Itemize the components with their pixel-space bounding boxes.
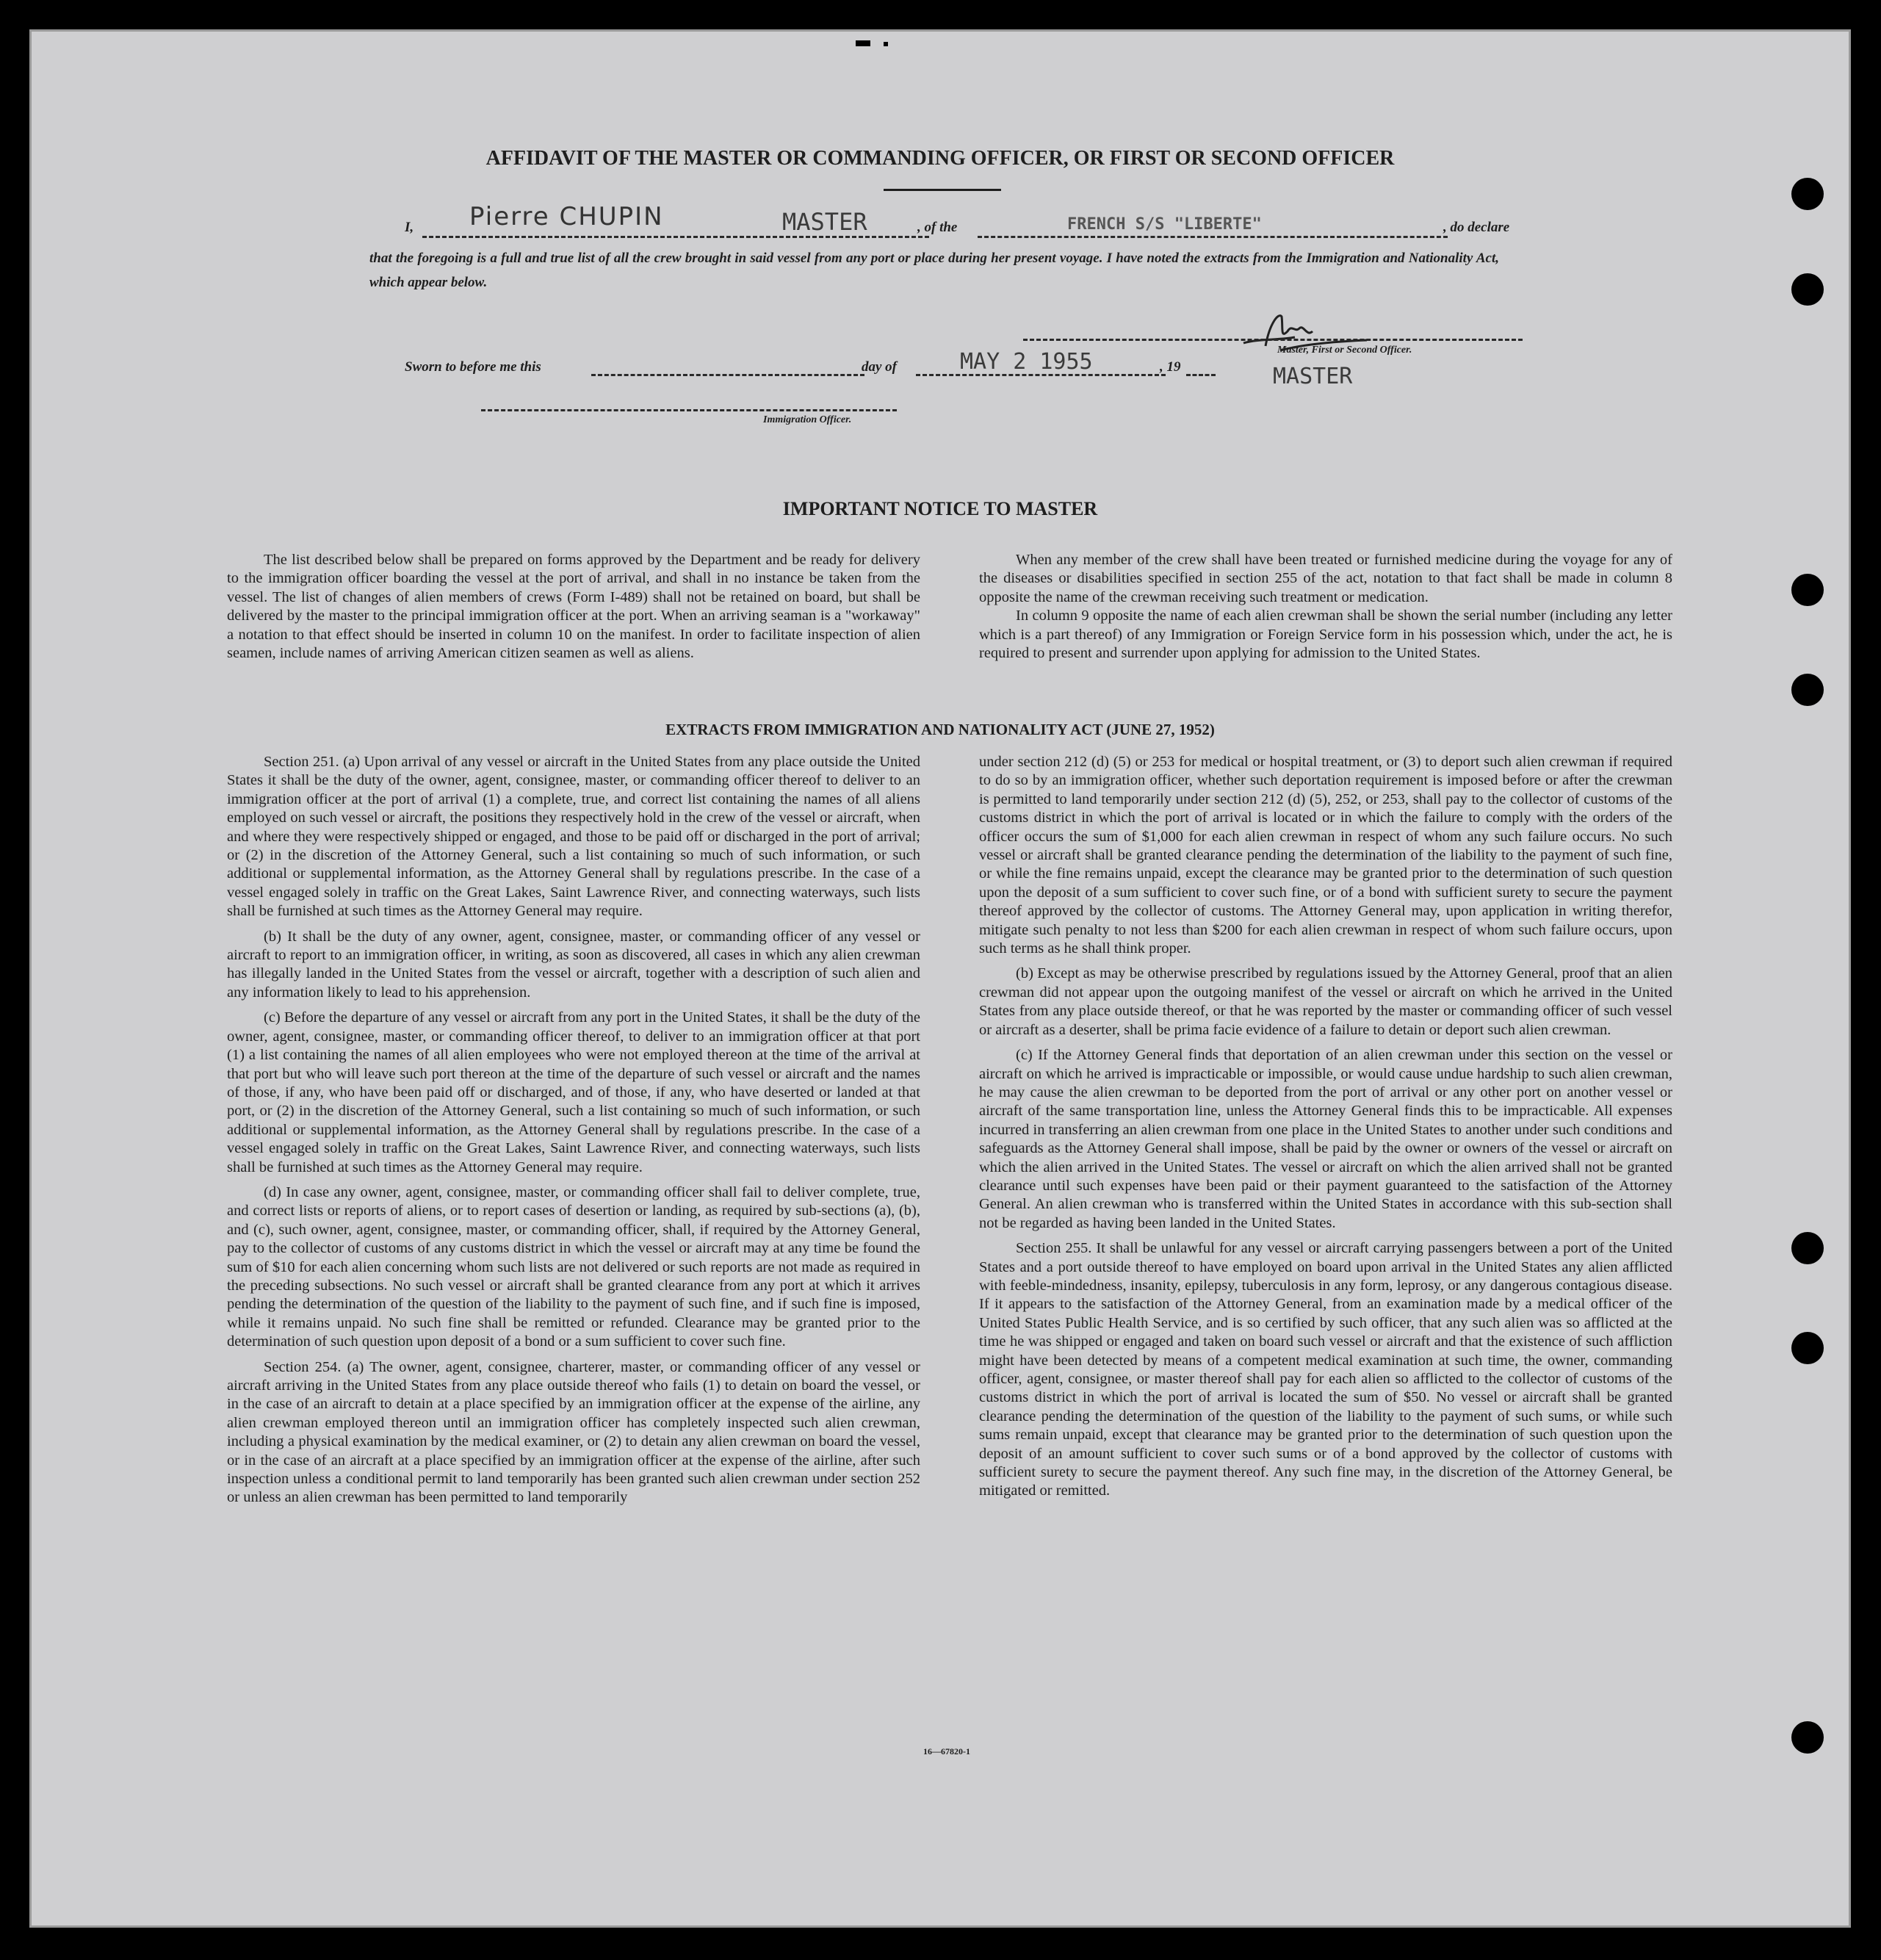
extract-paragraph: (c) Before the departure of any vessel or aircraft from any port in the United States, it shall be the duty of the owner, agent, consignee, master, or commanding officer thereof, to deliver to an immigration officer at that port (1) a list containing the names of all alien employees who were not employed thereon at the time of the arrival at that port but who will leave such port thereon at the time of the departure of such vessel or aircraft and the names of those, if any, who have been paid off or discharged, and of those, if any, who have deserted or landed at that port, or (2) in the discretion of the Attorney General, such a list containing so much of such information, or such additional or supplemental information, as the Attorney General shall by regulations prescribe. In the case of a vessel engaged solely in traffic on the Great Lakes, Saint Lawrence River, and connecting waterways, such lists shall be furnished at such times as the Attorney General may require. bbox=[227, 1009, 920, 1175]
binder-hole bbox=[1791, 178, 1824, 210]
extract-paragraph: Section 254. (a) The owner, agent, consignee, charterer, master, or commanding officer of any vessel or aircraft arriving in the United States from any place outside thereof who fails (1) to detain on board the vessel, or in the case of an aircraft to detain at a place specified by an immigration officer at the expense of the airline, any alien crewman employed thereon until an immigration officer has completely inspected such alien crewman, including a physical examination by the medical examiner, or (2) to detain any alien crewman on board the vessel, or in the case of an aircraft at a place specified by an immigration officer at the expense of the airline, after such inspection unless a conditional permit to land temporarily has been granted such alien crewman under section 252 or unless an alien crewman has been permitted to land temporarily bbox=[227, 1358, 920, 1506]
notice-left-column bbox=[227, 551, 920, 669]
immigration-officer-caption: Immigration Officer. bbox=[763, 414, 852, 425]
nineteen-label: , 19 bbox=[1160, 359, 1181, 375]
extracts-title: EXTRACTS FROM IMMIGRATION AND NATIONALITY ACT (JUNE 27, 1952) bbox=[665, 721, 1215, 738]
rank-stamp: MASTER bbox=[782, 208, 867, 236]
of-the-label: , of the bbox=[917, 220, 958, 235]
scan-mark bbox=[856, 40, 870, 46]
notice-right-column bbox=[979, 551, 1672, 669]
name-line bbox=[422, 236, 929, 238]
master-stamp: MASTER bbox=[1273, 364, 1353, 389]
notice-right-text-1: When any member of the crew shall have been treated or furnished medicine during the voyage for any of the diseases or disabilities specified in section 255 of the act, notation to that fact shall be made in column 8 opposite the name of the crewman receiving such treatment or medication. bbox=[979, 552, 1672, 605]
extract-paragraph: (c) If the Attorney General finds that deportation of an alien crewman under this section on the vessel or aircraft on which he arrived is impracticable or impossible, or would cause undue hardship to such alien crewman, he may cause the alien crewman to be deported from the port of arrival or any other port on another vessel or aircraft of the same transportation line, unless the Attorney General finds this to be impracticable. All expenses incurred in transferring an alien crewman from one place in the United States to another under such conditions and safeguards as the Attorney General shall impose, shall be paid by the owner or owners of the vessel or aircraft on which the alien arrived in the United States. The vessel or aircraft on which the alien arrived shall not be granted clearance until such expenses have been paid or their payment guaranteed to the satisfaction of the Attorney General. An alien crewman who is transferred within the United States in accordance with this sub-section shall not be regarded as having been landed in the United States. bbox=[979, 1047, 1672, 1231]
binder-hole bbox=[1791, 1332, 1824, 1364]
binder-hole bbox=[1791, 574, 1824, 606]
binder-hole bbox=[1791, 1721, 1824, 1754]
extract-paragraph: (b) It shall be the duty of any owner, agent, consignee, master, or commanding officer of any vessel or aircraft to report to an immigration officer, in writing, as soon as discovered, all cases in which any alien crewman has illegally landed in the United States from the vessel or aircraft, together with a description of such alien and any information likely to lead to his apprehension. bbox=[227, 928, 920, 1001]
name-field: Pierre CHUPIN bbox=[469, 202, 664, 231]
signature-caption: Master, First or Second Officer. bbox=[1277, 345, 1412, 356]
date-stamp: MAY 2 1955 bbox=[960, 349, 1093, 375]
title-rule bbox=[884, 189, 1001, 191]
form-number: 16—67820-1 bbox=[923, 1746, 970, 1757]
extract-paragraph: Section 251. (a) Upon arrival of any vessel or aircraft in the United States from any place outside the United States it shall be the duty of the owner, agent, consignee, master, or commanding officer thereof to deliver to an immigration officer at the port of arrival (1) a complete, true, and correct list containing the names of all aliens employed on such vessel or aircraft, the positions they respectively hold in the crew of the vessel or aircraft, when and where they were respectively shipped or engaged, and those to be paid off or discharged in the port of arrival; or (2) in the discretion of the Attorney General, such a list containing so much of such information, or such additional or supplemental information, as the Attorney General shall by regulations prescribe. In the case of a vessel engaged solely in traffic on the Great Lakes, Saint Lawrence River, and connecting waterways, such lists shall be furnished at such times as the Attorney General may require. bbox=[227, 754, 920, 920]
notice-title: IMPORTANT NOTICE TO MASTER bbox=[782, 498, 1098, 519]
vessel-stamp: FRENCH S/S "LIBERTE" bbox=[1067, 215, 1262, 234]
officer-signature-line bbox=[1023, 339, 1523, 341]
vessel-line bbox=[978, 236, 1448, 238]
scan-mark bbox=[884, 42, 888, 46]
binder-hole bbox=[1791, 1232, 1824, 1264]
day-of-label: day of bbox=[862, 359, 898, 375]
sworn-label: Sworn to before me this bbox=[405, 359, 541, 375]
extract-paragraph: Section 255. It shall be unlawful for any vessel or aircraft carrying passengers between a port of the United States and a port outside thereof to have employed on board upon arrival in the United States any alien afflicted with feeble-mindedness, insanity, epilepsy, tuberculosis in any form, leprosy, or any dangerous contagious disease. If it appears to the satisfaction of the Attorney General, from an examination made by a medical officer of the United States Public Health Service, and is so certified by such officer, that any such alien was so afflicted at the time he was shipped or engaged and taken on board such vessel or aircraft and that the existence of such affliction might have been detected by means of a competent medical examination at such time, the owner, commanding officer, agent, consignee, or master thereof shall pay for each alien so afflicted to the collector of customs of the customs district in which the port of arrival is located the sum of $50. No vessel or aircraft shall be granted clearance pending the determination of the question of the liability to the payment of such sums, or while such sums remain unpaid, except that clearance may be granted prior to the determination of such question upon the deposit of an amount sufficient to cover such sums or of a bond approved by the collector of customs with sufficient surety to secure the payment thereof. Any such fine may, in the discretion of the Attorney General, be mitigated or remitted. bbox=[979, 1240, 1672, 1499]
sworn-day-line bbox=[591, 374, 864, 376]
extract-paragraph: (d) In case any owner, agent, consignee, master, or commanding officer shall fail to deliver complete, true, and correct lists or reports of aliens, or to report cases of desertion or landing, as required by sub-sections (a), (b), and (c), such owner, agent, consignee, master, or commanding officer, shall, if required by the Attorney General, pay to the collector of customs of any customs district in which the vessel or aircraft may at any time be found the sum of $10 for each alien concerning whom such lists are not delivered or such reports are not made as required in the preceding subsections. No such vessel or aircraft shall be granted clearance from any port at which it arrives pending the determination of the question of the liability to the payment of such fine, and if such fine is imposed, while it remains unpaid. No such fine shall be remitted or refunded. Clearance may be granted prior to the determination of such question upon deposit of a bond or a sum sufficient to cover such fine. bbox=[227, 1183, 920, 1350]
affidavit-title: AFFIDAVIT OF THE MASTER OR COMMANDING OFFICER, OR FIRST OR SECOND OFFICER bbox=[485, 147, 1395, 170]
i-label: I, bbox=[405, 220, 414, 235]
extract-paragraph: under section 212 (d) (5) or 253 for medical or hospital treatment, or (3) to deport such alien crewman if required to do so by an immigration officer, whether such deportation requirement is imposed before or after the crewman is permitted to land temporarily under section 212 (d) (5), 252, or 253, shall pay to the collector of customs of the customs district in which the port of arrival is located or in which the failure to comply with the orders of the officer occurs the sum of $1,000 for each alien crewman in respect of whom any such failure occurs. No such vessel or aircraft shall be granted clearance pending the determination of the liability to the payment of such fine, or while the fine remains unpaid, except the clearance may be granted prior to the determination of such question upon the deposit of a sum sufficient to cover such fine, or of a bond with sufficient surety to secure the payment thereof approved by the collector of customs. The Attorney General may, upon application in writing therefor, mitigate such penalty to not less than $200 for each alien crewman in respect of whom such failure occurs, upon such terms as he shall think proper. bbox=[979, 754, 1672, 957]
notice-right-text-2: In column 9 opposite the name of each alien crewman shall be shown the serial number (including any letter which is a part thereof) of any Immigration or Foreign Service form in his possession which, under the act, he is required to present and surrender upon applying for admission to the United States. bbox=[979, 608, 1672, 662]
binder-hole bbox=[1791, 674, 1824, 706]
declaration-text: that the foregoing is a full and true list of all the crew brought in said vessel from any port or place during her present voyage. I have noted the extracts from the Immigration and Nationality Act, which appear below. bbox=[369, 251, 1499, 290]
do-declare-label: , do declare bbox=[1443, 220, 1510, 235]
extracts-right-column bbox=[979, 753, 1672, 1507]
year-line bbox=[1186, 374, 1216, 376]
extracts-left-column bbox=[227, 753, 920, 1514]
extract-paragraph: (b) Except as may be otherwise prescribed by regulations issued by the Attorney General, proof that an alien crewman did not appear upon the outgoing manifest of the vessel or aircraft on which he arrived in the United States from any place outside thereof, or that he was reported by the master or commanding officer of such vessel or aircraft as a deserter, shall be prima facie evidence of a failure to detain or deport such alien crewman. bbox=[979, 965, 1672, 1038]
document-page bbox=[29, 29, 1851, 1928]
binder-hole bbox=[1791, 273, 1824, 306]
immigration-officer-line bbox=[481, 409, 897, 411]
notice-left-text: The list described below shall be prepared on forms approved by the Department and be ready for delivery to the immigration officer boarding the vessel at the port of arrival, and shall in no instance be taken from the vessel. The list of changes of alien members of crews (Form I-489) shall not be retained on board, but shall be delivered by the master to the principal immigration officer at the port. When an arriving seaman is a "workaway" a notation to that effect should be inserted in column 10 on the manifest. In order to facilitate inspection of alien seamen, include names of arriving American citizen seamen as well as aliens. bbox=[227, 552, 920, 662]
